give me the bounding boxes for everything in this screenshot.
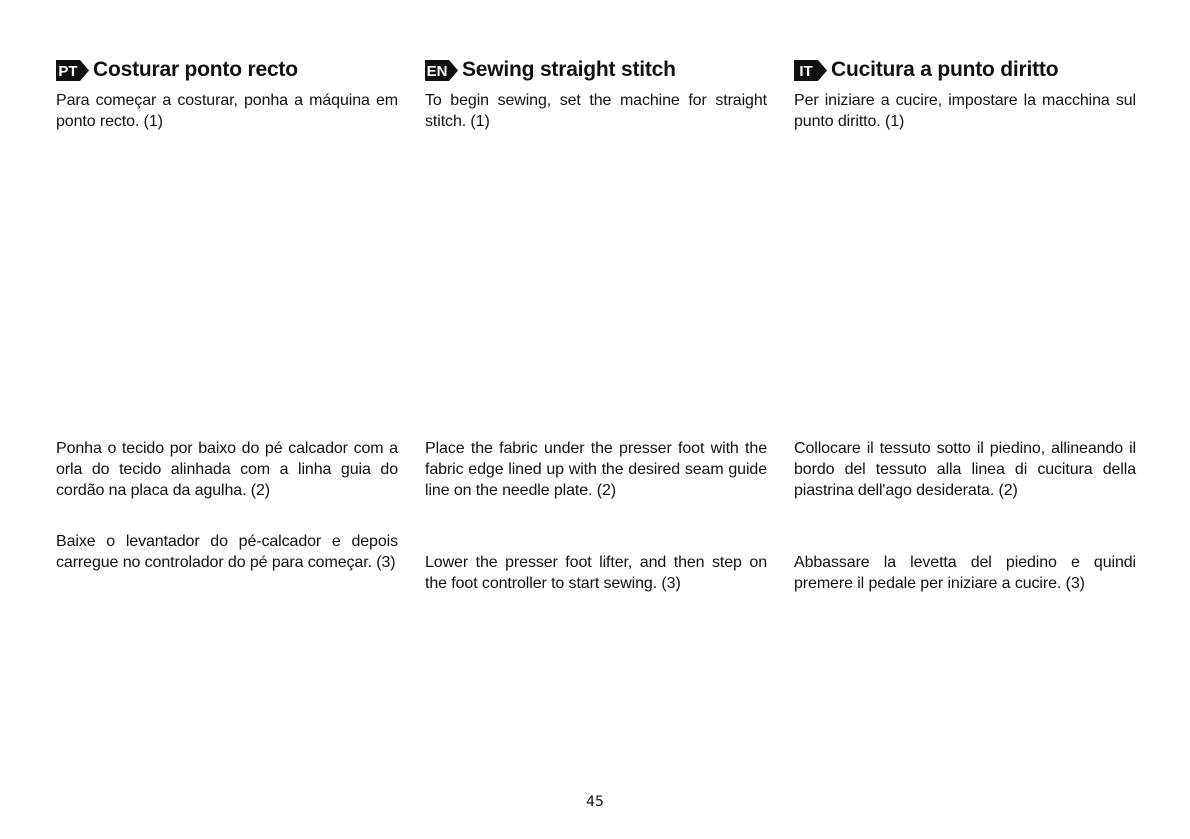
page-number: 45 xyxy=(586,794,604,810)
column-portuguese xyxy=(56,56,398,616)
paragraph-en-1: To begin sewing, set the machine for straight stitch. (1) xyxy=(425,92,767,130)
language-badge-en-label: EN xyxy=(426,62,448,80)
section-heading-en xyxy=(425,56,767,84)
paragraph-pt-1: Para começar a costurar, ponha a máquina em ponto recto. (1) xyxy=(56,92,398,130)
section-title-it: Cucitura a punto diritto xyxy=(831,58,1059,81)
paragraph-en-2: Place the fabric under the presser foot with the fabric edge lined up with the desired seam guide line on the needle plate. (2) xyxy=(425,440,767,499)
language-badge-pt-icon xyxy=(56,60,90,81)
language-badge-en-icon xyxy=(425,60,459,81)
paragraph-it-3: Abbassare la levetta del piedino e quindi premere il pedale per iniziare a cucire. (3) xyxy=(794,554,1136,592)
paragraph-pt-3: Baixe o levantador do pé-calcador e depois carregue no controlador do pé para começar. (3) xyxy=(56,533,398,571)
paragraph-pt-2: Ponha o tecido por baixo do pé calcador com a orla do tecido alinhada com a linha guia do cordão na placa da agulha. (2) xyxy=(56,440,398,499)
section-heading-it xyxy=(794,56,1136,84)
language-badge-pt-label: PT xyxy=(58,62,78,80)
paragraph-it-2: Collocare il tessuto sotto il piedino, allineando il bordo del tessuto alla linea di cucitura della piastrina dell'ago desiderata. (2) xyxy=(794,440,1136,499)
language-badge-it-label: IT xyxy=(799,62,813,80)
section-heading-pt xyxy=(56,56,398,84)
column-english xyxy=(425,56,767,616)
column-italian xyxy=(794,56,1136,616)
paragraph-en-3: Lower the presser foot lifter, and then step on the foot controller to start sewing. (3) xyxy=(425,554,767,592)
section-title-en: Sewing straight stitch xyxy=(462,58,676,81)
paragraph-it-1: Per iniziare a cucire, impostare la macchina sul punto diritto. (1) xyxy=(794,92,1136,130)
language-badge-it-icon xyxy=(794,60,828,81)
section-title-pt: Costurar ponto recto xyxy=(93,58,298,81)
